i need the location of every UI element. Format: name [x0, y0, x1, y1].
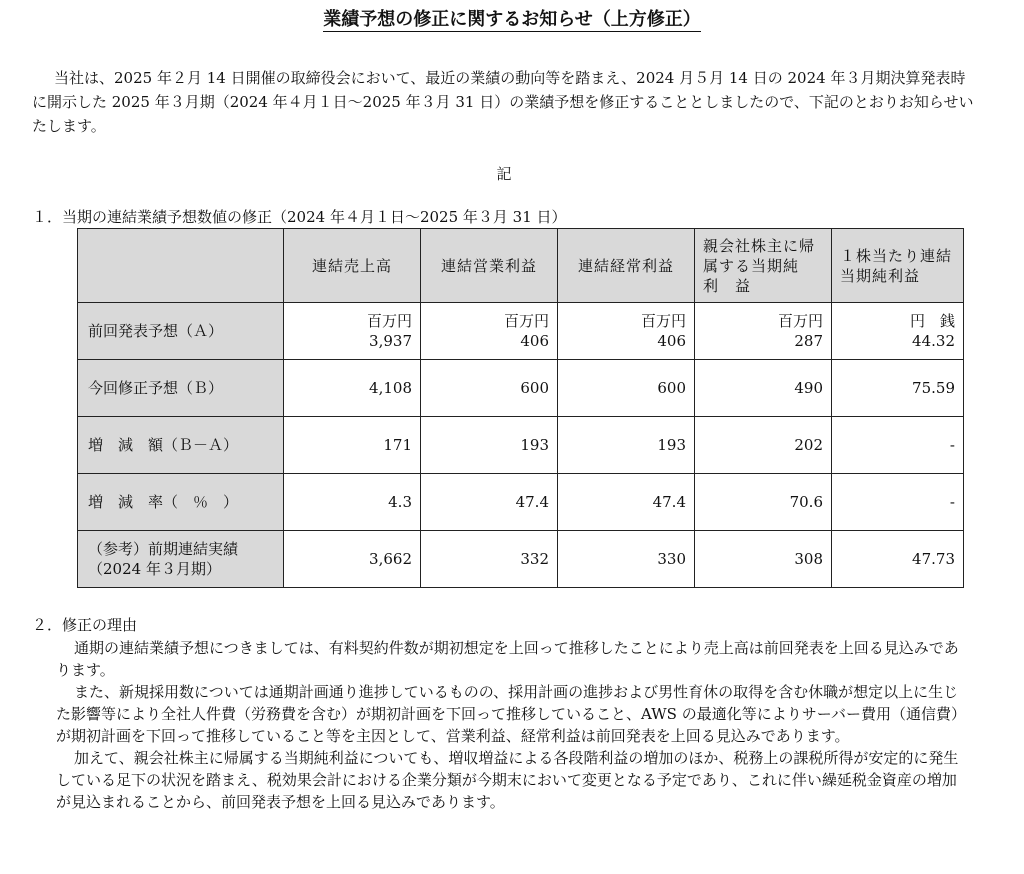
reason-paragraph: 加えて、親会社株主に帰属する当期純利益についても、増収増益による各段階利益の増加のほか、税務上の課税所得が安定的に発生している足下の状況を踏まえ、税効果会計における企業分類が今期末において変更となる予定であり、これに伴い繰延税金資産の増加が見込まれることから、前回発表予想を上回る見込みであります。 [56, 749, 959, 811]
table-cell [558, 303, 695, 360]
col-header-sales: 連結売上高 [284, 229, 421, 303]
cell-value: 47.73 [832, 531, 964, 588]
table-row [78, 531, 964, 588]
cell-value: 44.32 [912, 332, 955, 350]
row-label: 今回修正予想（Ｂ） [78, 360, 284, 417]
unit-label: 百万円 [777, 312, 823, 330]
table-row [78, 474, 964, 531]
cell-value: 75.59 [832, 360, 964, 417]
row-label-line1: （参考）前期連結実績 [88, 540, 239, 558]
corner-cell [78, 229, 284, 303]
cell-value: 332 [421, 531, 558, 588]
cell-value: 287 [794, 332, 823, 350]
cell-value: - [832, 474, 964, 531]
table-cell [695, 303, 832, 360]
cell-value: 4.3 [284, 474, 421, 531]
cell-value: 3,662 [284, 531, 421, 588]
row-label [78, 531, 284, 588]
unit-label: 百万円 [503, 312, 549, 330]
cell-value: 406 [520, 332, 549, 350]
unit-label: 円 銭 [909, 312, 955, 330]
table-cell [284, 303, 421, 360]
cell-value: 4,108 [284, 360, 421, 417]
document-title: 業績予想の修正に関するお知らせ（上方修正） [323, 9, 701, 30]
cell-value: 3,937 [369, 332, 412, 350]
forecast-table [77, 228, 964, 588]
reason-paragraph: また、新規採用数については通期計画通り進捗しているものの、採用計画の進捗および男性育休の取得を含む休職が想定以上に生じた影響等により全社人件費（労務費を含む）が期初計画を下回って推移していること、AWS の最適化等によりサーバー費用（通信費）が期初計画を下回って推移していること等を主因として、営業利益、経常利益は前回発表を上回る見込みであります。 [56, 683, 966, 745]
section2-heading: ２．修正の理由 [32, 616, 138, 634]
cell-value: 202 [695, 417, 832, 474]
cell-value: 70.6 [695, 474, 832, 531]
cell-value: 330 [558, 531, 695, 588]
row-label: 前回発表予想（Ａ） [78, 303, 284, 360]
intro-paragraph: 当社は、2025 年２月 14 日開催の取締役会において、最近の業績の動向等を踏まえ、2024 月５月 14 日の 2024 年３月期決算発表時に開示した 2025 年３月期（2024 年４月１日～2025 年３月 31 日）の業績予想を修正することとしましたので、下記のとおりお知らせいたします。 [32, 69, 974, 135]
cell-value: 490 [695, 360, 832, 417]
reason-body [56, 637, 968, 813]
cell-value: 406 [657, 332, 686, 350]
table-row [78, 360, 964, 417]
cell-value: 600 [558, 360, 695, 417]
col-header-net-income: 親会社株主に帰属する当期純 利 益 [695, 229, 832, 303]
cell-value: 308 [695, 531, 832, 588]
ki-heading: 記 [496, 165, 512, 183]
header-row [78, 229, 964, 303]
cell-value: 193 [558, 417, 695, 474]
col-header-eps: １株当たり連結当期純利益 [832, 229, 964, 303]
reason-paragraph: 通期の連結業績予想につきましては、有料契約件数が期初想定を上回って推移したことにより売上高は前回発表を上回る見込みであります。 [56, 639, 959, 679]
row-label: 増 減 額（Ｂ－Ａ） [78, 417, 284, 474]
table-cell [421, 303, 558, 360]
cell-value: 47.4 [558, 474, 695, 531]
unit-label: 百万円 [366, 312, 412, 330]
cell-value: 193 [421, 417, 558, 474]
row-label-line2: （2024 年３月期） [88, 560, 221, 578]
unit-label: 百万円 [640, 312, 686, 330]
col-header-operating-income: 連結営業利益 [421, 229, 558, 303]
row-label: 増 減 率（ ％ ） [78, 474, 284, 531]
table-cell [832, 303, 964, 360]
cell-value: 47.4 [421, 474, 558, 531]
table-row [78, 417, 964, 474]
cell-value: 171 [284, 417, 421, 474]
cell-value: - [832, 417, 964, 474]
section1-heading: １．当期の連結業績予想数値の修正（2024 年４月１日～2025 年３月 31 日） [32, 208, 567, 226]
col-header-ordinary-income: 連結経常利益 [558, 229, 695, 303]
cell-value: 600 [421, 360, 558, 417]
table-row [78, 303, 964, 360]
